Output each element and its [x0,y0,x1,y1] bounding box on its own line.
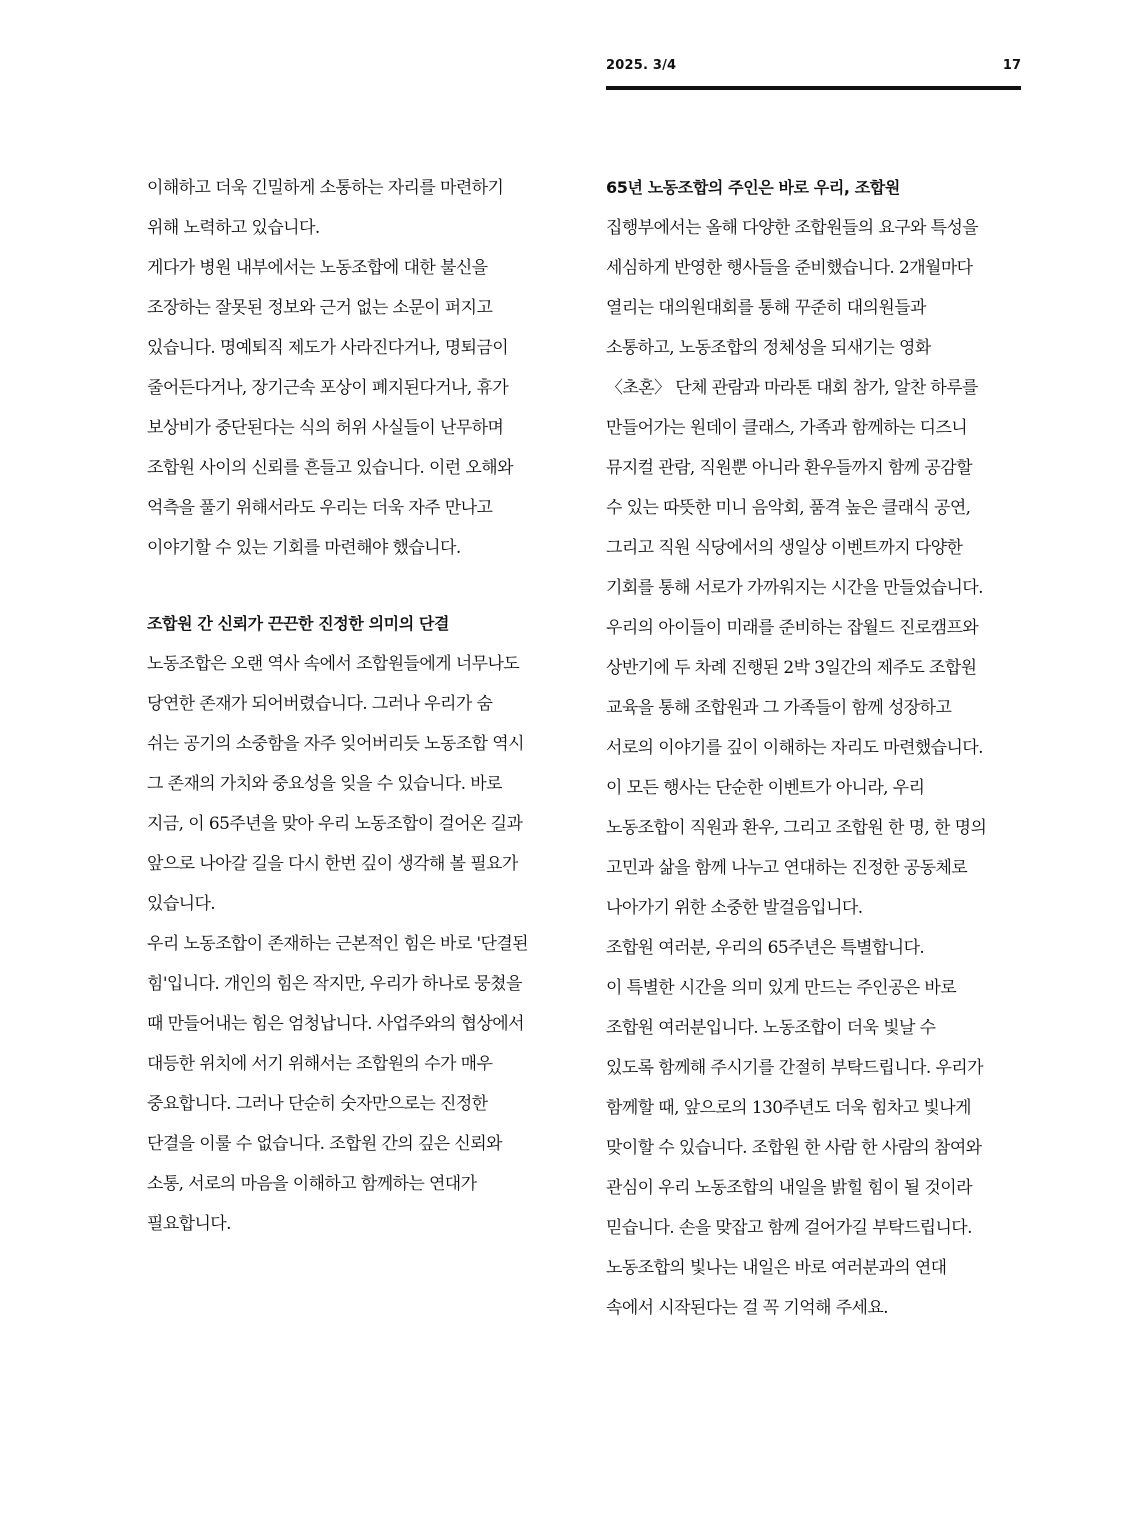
issue-date: 2025. 3/4 [606,58,677,73]
text-line: 위해 노력하고 있습니다. [147,218,320,238]
text-line: 관심이 우리 노동조합의 내일을 밝힐 힘이 될 것이라 [606,1178,972,1198]
text-line: 이야기할 수 있는 기회를 마련해야 했습니다. [147,538,461,558]
text-line: 소통하고, 노동조합의 정체성을 되새기는 영화 [606,338,931,358]
text-line: 노동조합의 빛나는 내일은 바로 여러분과의 연대 [606,1258,947,1278]
page-number: 17 [1002,58,1021,73]
text-line: 교육을 통해 조합원과 그 가족들이 함께 성장하고 [606,698,952,718]
text-line: 줄어든다거나, 장기근속 포상이 폐지된다거나, 휴가 [147,378,509,398]
text-line: 조장하는 잘못된 정보와 근거 없는 소문이 퍼지고 [147,298,493,318]
text-line: 조합원 여러분입니다. 노동조합이 더욱 빛날 수 [606,1018,936,1038]
text-line: 우리의 아이들이 미래를 준비하는 잡월드 진로캠프와 [606,618,979,638]
text-line: 만들어가는 원데이 클래스, 가족과 함께하는 디즈니 [606,418,968,438]
text-line: 〈초혼〉 단체 관람과 마라톤 대회 참가, 알찬 하루를 [606,378,978,398]
text-line: 이해하고 더욱 긴밀하게 소통하는 자리를 마련하기 [147,178,504,198]
text-line: 때 만들어내는 힘은 엄청납니다. 사업주와의 협상에서 [147,1014,524,1034]
text-line: 서로의 이야기를 깊이 이해하는 자리도 마련했습니다. [606,738,983,758]
text-line: 조합원 여러분, 우리의 65주년은 특별합니다. [606,938,925,958]
text-line: 뮤지컬 관람, 직원뿐 아니라 환우들까지 함께 공감할 [606,458,972,478]
text-line: 함께할 때, 앞으로의 130주년도 더욱 힘차고 빛나게 [606,1098,971,1118]
text-line: 세심하게 반영한 행사들을 준비했습니다. 2개월마다 [606,258,973,278]
text-line: 속에서 시작된다는 걸 꼭 기억해 주세요. [606,1298,888,1318]
text-line: 맞이할 수 있습니다. 조합원 한 사람 한 사람의 참여와 [606,1138,982,1158]
text-line: 당연한 존재가 되어버렸습니다. 그러나 우리가 숨 [147,694,493,714]
text-line: 지금, 이 65주년을 맞아 우리 노동조합이 걸어온 길과 [147,814,523,834]
text-line: 중요합니다. 그러나 단순히 숫자만으로는 진정한 [147,1094,488,1114]
text-line: 나아가기 위한 소중한 발걸음입니다. [606,898,863,918]
section-heading-solidarity: 조합원 간 신뢰가 끈끈한 진정한 의미의 단결 [147,614,450,633]
text-line: 억측을 풀기 위해서라도 우리는 더욱 자주 만나고 [147,498,493,518]
solidarity-body [147,644,587,1244]
text-line: 노동조합이 직원과 환우, 그리고 조합원 한 명, 한 명의 [606,818,987,838]
text-line: 있습니다. [147,894,216,914]
section-heading-members: 65년 노동조합의 주인은 바로 우리, 조합원 [606,178,900,197]
text-line: 기회를 통해 서로가 가까워지는 시간을 만들었습니다. [606,578,983,598]
text-line: 그 존재의 가치와 중요성을 잊을 수 있습니다. 바로 [147,774,502,794]
text-line: 힘'입니다. 개인의 힘은 작지만, 우리가 하나로 뭉쳤을 [147,974,522,994]
text-line: 대등한 위치에 서기 위해서는 조합원의 수가 매우 [147,1054,493,1074]
text-line: 고민과 삶을 함께 나누고 연대하는 진정한 공동체로 [606,858,968,878]
text-line: 수 있는 따뜻한 미니 음악회, 품격 높은 클래식 공연, [606,498,971,518]
text-line: 조합원 사이의 신뢰를 흔들고 있습니다. 이런 오해와 [147,458,513,478]
text-line: 그리고 직원 식당에서의 생일상 이벤트까지 다양한 [606,538,963,558]
text-line: 집행부에서는 올해 다양한 조합원들의 요구와 특성을 [606,218,979,238]
text-line: 소통, 서로의 마음을 이해하고 함께하는 연대가 [147,1174,477,1194]
text-line: 우리 노동조합이 존재하는 근본적인 힘은 바로 '단결된 [147,934,528,954]
text-line: 이 모든 행사는 단순한 이벤트가 아니라, 우리 [606,778,925,798]
text-line: 게다가 병원 내부에서는 노동조합에 대한 불신을 [147,258,488,278]
text-line: 앞으로 나아갈 길을 다시 한번 깊이 생각해 볼 필요가 [147,854,518,874]
text-line: 쉬는 공기의 소중함을 자주 잊어버리듯 노동조합 역시 [147,734,524,754]
text-line: 이 특별한 시간을 의미 있게 만드는 주인공은 바로 [606,978,957,998]
page-header [606,56,1021,90]
text-line: 있습니다. 명예퇴직 제도가 사라진다거나, 명퇴금이 [147,338,509,358]
left-column [147,168,587,1244]
text-line: 있도록 함께해 주시기를 간절히 부탁드립니다. 우리가 [606,1058,983,1078]
text-line: 필요합니다. [147,1214,231,1234]
members-body [606,208,1026,1328]
text-line: 상반기에 두 차례 진행된 2박 3일간의 제주도 조합원 [606,658,977,678]
text-line: 믿습니다. 손을 맞잡고 함께 걸어가길 부탁드립니다. [606,1218,972,1238]
right-column [606,168,1026,1328]
text-line: 단결을 이룰 수 없습니다. 조합원 간의 깊은 신뢰와 [147,1134,502,1154]
text-line: 보상비가 중단된다는 식의 허위 사실들이 난무하며 [147,418,504,438]
intro-paragraph [147,168,587,568]
text-line: 노동조합은 오랜 역사 속에서 조합원들에게 너무나도 [147,654,520,674]
text-line: 열리는 대의원대회를 통해 꾸준히 대의원들과 [606,298,926,318]
